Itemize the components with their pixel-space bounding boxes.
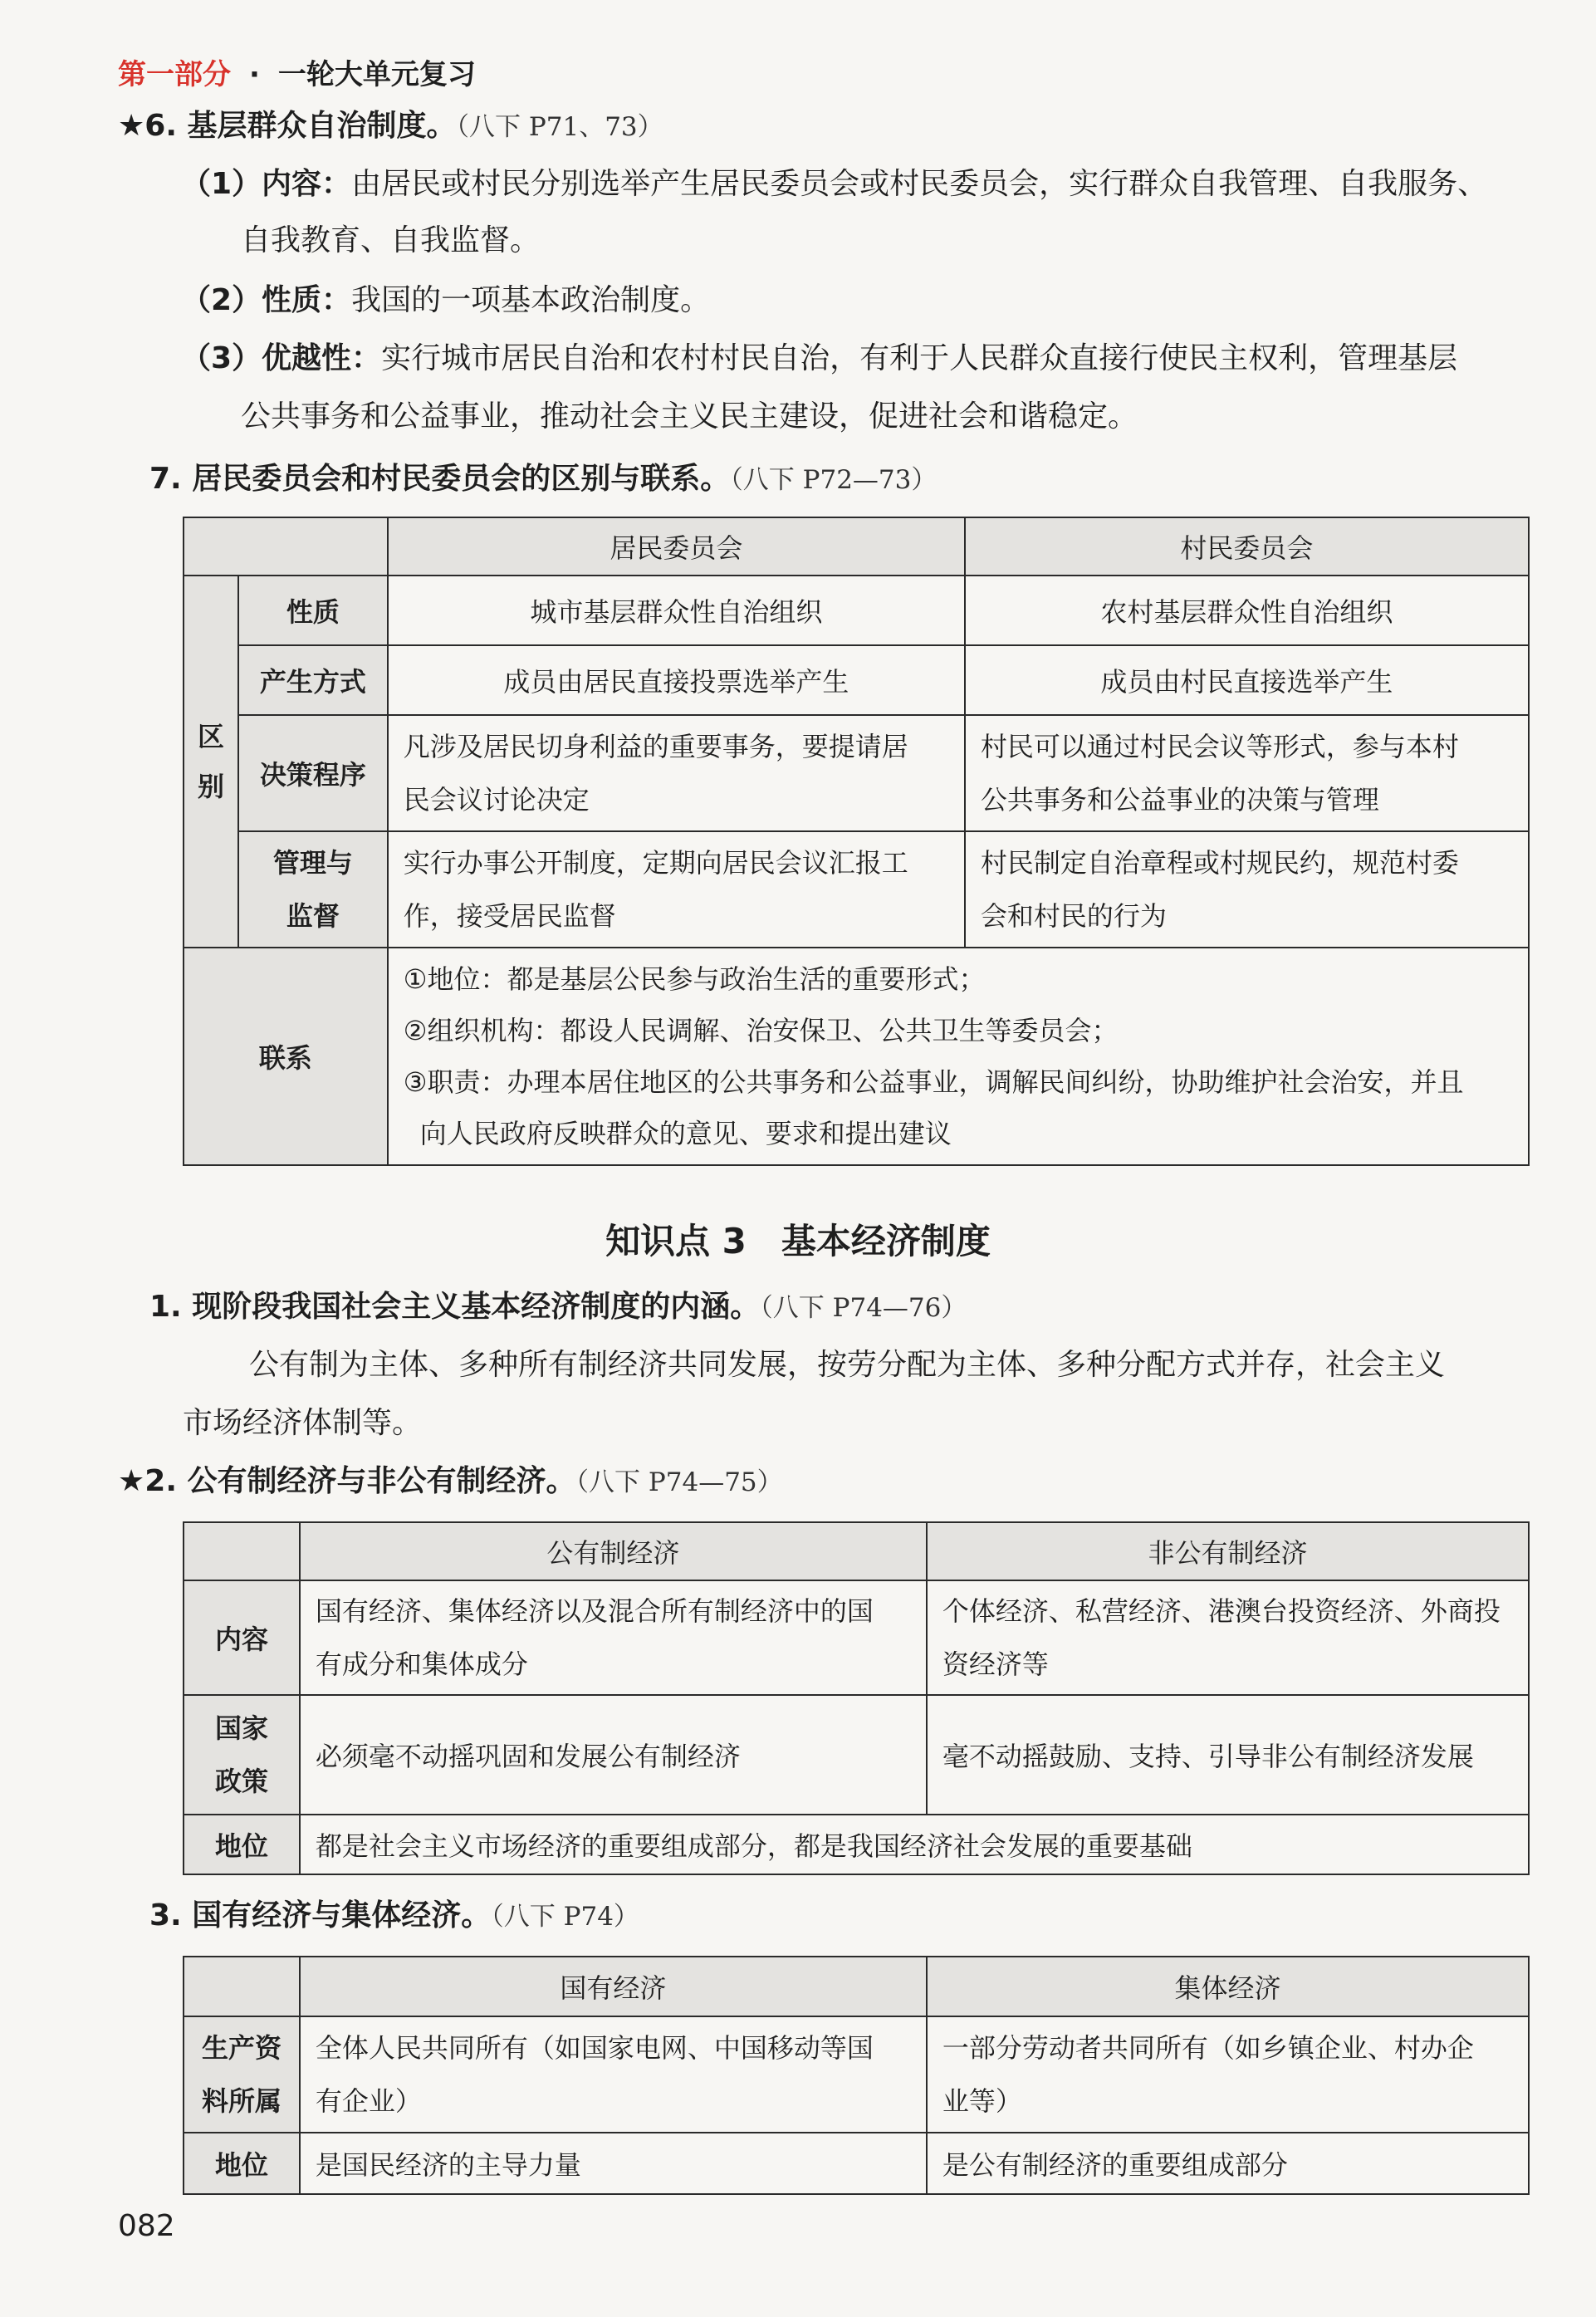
header-subtitle: 一轮大单元复习	[277, 58, 476, 91]
table-cell: 一部分劳动者共同所有（如乡镇企业、村办企 业等）	[927, 2016, 1529, 2133]
k1-heading	[149, 1289, 967, 1326]
col-header-resident: 居民委员会	[388, 517, 965, 576]
item7-ref: （八下 P72—73）	[730, 465, 938, 495]
link-line: ③职责：办理本居住地区的公共事务和公益事业，调解民间纠纷，协助维护社会治安，并且	[403, 1066, 1464, 1098]
k2-ref: （八下 P74—75）	[575, 1467, 783, 1497]
item6-p1	[181, 166, 1487, 203]
table-cell: 村民制定自治章程或村规民约，规范村委 会和村民的行为	[965, 831, 1529, 948]
table-header-row	[184, 1522, 1529, 1580]
item6-p1-line1: 由居民或村民分别选举产生居民委员会或村民委员会，实行群众自我管理、自我服务、	[351, 167, 1488, 201]
corner-cell	[184, 1522, 300, 1580]
item6-p3	[181, 340, 1457, 377]
link-cell	[388, 948, 1529, 1165]
table-row	[184, 645, 1529, 715]
item6-ref: （八下 P71、73）	[456, 112, 663, 142]
item6-p3-line1: 实行城市居民自治和农村村民自治，有利于人民群众直接行使民主权利，管理基层	[381, 341, 1458, 375]
col-header-public: 公有制经济	[300, 1522, 927, 1580]
corner-cell	[184, 1957, 300, 2016]
table-row	[184, 948, 1529, 1165]
row-label: 决策程序	[238, 715, 388, 831]
committee-comparison-table	[183, 517, 1530, 1166]
k1-title: 1. 现阶段我国社会主义基本经济制度的内涵。	[149, 1290, 761, 1324]
table-header-row	[184, 1957, 1529, 2016]
ownership-table	[183, 1521, 1530, 1875]
k3-title: 3. 国有经济与集体经济。	[149, 1898, 492, 1932]
item6-p3-line2: 公共事务和公益事业，推动社会主义民主建设，促进社会和谐稳定。	[241, 399, 1138, 434]
item6-p3-label: （3）优越性：	[181, 341, 382, 375]
table-cell: 农村基层群众性自治组织	[965, 576, 1529, 645]
k2-title: 2. 公有制经济与非公有制经济。	[144, 1464, 576, 1498]
table-cell: 毫不动摇鼓励、支持、引导非公有制经济发展	[927, 1695, 1529, 1815]
item6-heading	[118, 108, 663, 145]
k1-ref: （八下 P74—76）	[760, 1293, 967, 1323]
table-row	[184, 1815, 1529, 1874]
state-collective-table	[183, 1956, 1530, 2195]
header-separator: ·	[249, 58, 260, 91]
k1-line1: 公有制为主体、多种所有制经济共同发展，按劳分配为主体、多种分配方式并存，社会主义	[249, 1348, 1446, 1382]
item7-heading	[149, 461, 937, 498]
link-line: ①地位：都是基层公民参与政治生活的重要形式；	[403, 963, 986, 995]
item6-title: 6. 基层群众自治制度。	[144, 109, 457, 143]
item6-p2-label: （2）性质：	[181, 283, 352, 317]
col-header-village: 村民委员会	[965, 517, 1529, 576]
table-row	[184, 715, 1529, 831]
item6-p1-label: （1）内容：	[181, 167, 352, 201]
row-label: 性质	[238, 576, 388, 645]
item6-p1-line2: 自我教育、自我监督。	[241, 223, 541, 257]
table-cell: 凡涉及居民切身利益的重要事务，要提请居 民会议讨论决定	[388, 715, 965, 831]
row-label: 产生方式	[238, 645, 388, 715]
link-label: 联系	[184, 948, 388, 1165]
table-cell: 个体经济、私营经济、港澳台投资经济、外商投 资经济等	[927, 1580, 1529, 1695]
table-cell: 成员由居民直接投票选举产生	[388, 645, 965, 715]
row-label: 内容	[184, 1580, 300, 1695]
table-header-row	[184, 517, 1529, 576]
difference-label: 区别	[184, 576, 238, 948]
k1-line2: 市场经济体制等。	[183, 1406, 423, 1440]
row-label: 地位	[184, 1815, 300, 1874]
section-title: 知识点 3 基本经济制度	[605, 1221, 991, 1261]
k3-heading	[149, 1898, 639, 1935]
row-label: 地位	[184, 2133, 300, 2194]
row-label: 国家 政策	[184, 1695, 300, 1815]
table-cell: 都是社会主义市场经济的重要组成部分，都是我国经济社会发展的重要基础	[300, 1815, 1529, 1874]
row-label: 管理与 监督	[238, 831, 388, 948]
table-cell: 村民可以通过村民会议等形式，参与本村 公共事务和公益事业的决策与管理	[965, 715, 1529, 831]
col-header-nonpublic: 非公有制经济	[927, 1522, 1529, 1580]
k2-heading	[118, 1463, 783, 1501]
table-row	[184, 1695, 1529, 1815]
item6-p2-text: 我国的一项基本政治制度。	[351, 283, 711, 317]
table-row	[184, 2133, 1529, 2194]
col-header-collective: 集体经济	[927, 1957, 1529, 2016]
k3-ref: （八下 P74）	[491, 1902, 639, 1932]
table-cell: 国有经济、集体经济以及混合所有制经济中的国 有成分和集体成分	[300, 1580, 927, 1695]
star-icon: ★	[118, 1464, 145, 1498]
page-header	[118, 51, 476, 92]
table-row	[184, 1580, 1529, 1695]
page-number: 082	[118, 2209, 175, 2243]
item6-p2	[181, 282, 710, 319]
part-label: 第一部分	[118, 58, 231, 91]
table-cell: 全体人民共同所有（如国家电网、中国移动等国 有企业）	[300, 2016, 927, 2133]
corner-cell	[184, 517, 388, 576]
link-line: 向人民政府反映群众的意见、要求和提出建议	[419, 1118, 952, 1149]
table-cell: 城市基层群众性自治组织	[388, 576, 965, 645]
star-icon: ★	[118, 109, 145, 143]
link-line: ②组织机构：都设人民调解、治安保卫、公共卫生等委员会；	[403, 1015, 1119, 1046]
table-cell: 成员由村民直接选举产生	[965, 645, 1529, 715]
table-cell: 是国民经济的主导力量	[300, 2133, 927, 2194]
col-header-state: 国有经济	[300, 1957, 927, 2016]
table-cell: 必须毫不动摇巩固和发展公有制经济	[300, 1695, 927, 1815]
table-row	[184, 576, 1529, 645]
table-row	[184, 2016, 1529, 2133]
table-cell: 实行办事公开制度，定期向居民会议汇报工 作，接受居民监督	[388, 831, 965, 948]
table-row	[184, 831, 1529, 948]
table-cell: 是公有制经济的重要组成部分	[927, 2133, 1529, 2194]
item7-title: 7. 居民委员会和村民委员会的区别与联系。	[149, 462, 731, 496]
row-label: 生产资 料所属	[184, 2016, 300, 2133]
